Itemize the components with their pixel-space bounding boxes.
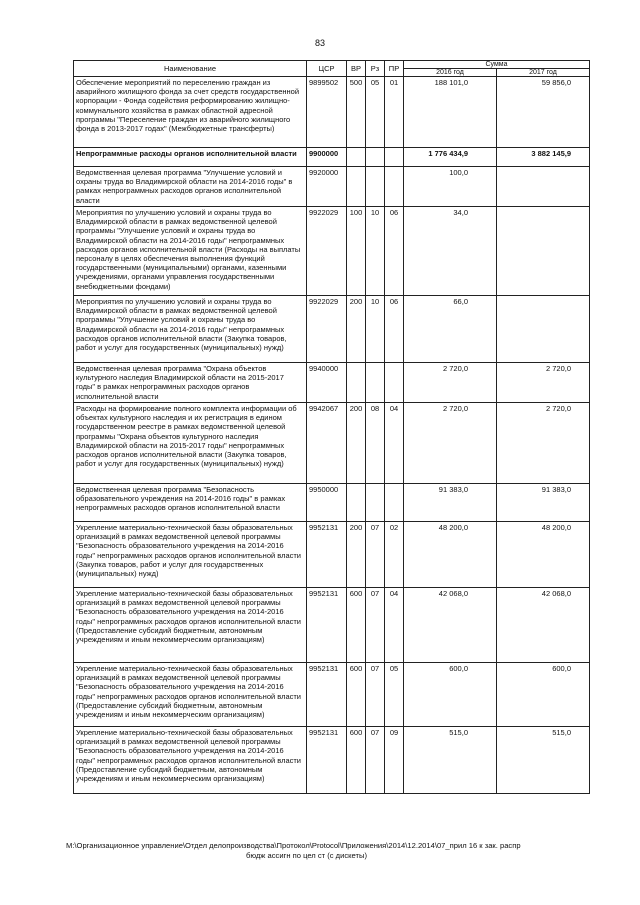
table-header <box>74 61 590 77</box>
page-number: 83 <box>314 38 325 48</box>
row-rz: 07 <box>366 522 385 588</box>
row-sum-2016: 2 720,0 <box>404 403 497 484</box>
row-sum-2017: 59 856,0 <box>497 77 590 148</box>
row-sum-2016: 1 776 434,9 <box>404 148 497 167</box>
row-sum-2017: 600,0 <box>497 663 590 727</box>
row-rz: 07 <box>366 588 385 663</box>
row-vr <box>347 148 366 167</box>
row-vr: 200 <box>347 403 366 484</box>
table-row <box>74 167 590 207</box>
row-vr <box>347 363 366 403</box>
row-pr <box>385 363 404 403</box>
row-sum-2017: 2 720,0 <box>497 363 590 403</box>
row-sum-2016: 48 200,0 <box>404 522 497 588</box>
row-sum-2017 <box>497 167 590 207</box>
row-sum-2016: 2 720,0 <box>404 363 497 403</box>
table-row <box>74 663 590 727</box>
header-name: Наименование <box>74 61 307 77</box>
row-rz <box>366 167 385 207</box>
row-sum-2016: 515,0 <box>404 727 497 794</box>
row-pr: 04 <box>385 403 404 484</box>
row-pr: 06 <box>385 207 404 296</box>
row-sum-2017: 91 383,0 <box>497 484 590 522</box>
row-csr: 9942067 <box>307 403 347 484</box>
row-sum-2016: 600,0 <box>404 663 497 727</box>
footer-line-2: бюдж ассигн по цел ст (с дискеты) <box>246 851 367 860</box>
row-rz: 07 <box>366 727 385 794</box>
row-sum-2016: 91 383,0 <box>404 484 497 522</box>
table-row <box>74 522 590 588</box>
table-row <box>74 363 590 403</box>
row-pr: 06 <box>385 296 404 363</box>
row-csr: 9952131 <box>307 727 347 794</box>
row-sum-2017: 48 200,0 <box>497 522 590 588</box>
row-sum-2016: 34,0 <box>404 207 497 296</box>
row-csr: 9922029 <box>307 296 347 363</box>
row-name: Ведомственная целевая программа "Охрана объектов культурного наследия Владимирской области на 2015-2017 годы" в рамках непрограммных расходов органов исполнительной власти <box>74 363 307 403</box>
header-2017: 2017 год <box>497 69 590 77</box>
row-name: Непрограммные расходы органов исполнительной власти <box>74 148 307 167</box>
header-2016: 2016 год <box>404 69 497 77</box>
table-row <box>74 403 590 484</box>
table-body <box>74 77 590 794</box>
header-sum: Сумма <box>404 61 590 69</box>
row-pr: 05 <box>385 663 404 727</box>
row-csr: 9950000 <box>307 484 347 522</box>
table-row <box>74 207 590 296</box>
row-name: Мероприятия по улучшению условий и охраны труда во Владимирской области в рамках ведомственной целевой программы "Улучшение условий и охраны труда во Владимирской области на 2014-2016 годы" непрограммных расходов органов исполнительной власти (Закупка товаров, работ и услуг для государственных (муниципальных) нужд) <box>74 296 307 363</box>
row-csr: 9952131 <box>307 522 347 588</box>
row-vr <box>347 167 366 207</box>
budget-table <box>73 60 590 794</box>
row-vr: 600 <box>347 663 366 727</box>
row-name: Укрепление материально-технической базы образовательных организаций в рамках ведомственной целевой программы "Безопасность образовательного учреждения на 2014-2016 годы" непрограммных расходов органов исполнительной власти (Закупка товаров, работ и услуг для государственных (муниципальных) нужд) <box>74 522 307 588</box>
row-sum-2016: 100,0 <box>404 167 497 207</box>
row-rz: 10 <box>366 207 385 296</box>
row-pr: 09 <box>385 727 404 794</box>
row-name: Обеспечение мероприятий по переселению граждан из аварийного жилищного фонда за счет средств государственной корпорации - Фонда содействия реформированию жилищно-коммунального хозяйства в рамках областной адресной программы "Переселение граждан из аварийного жилищного фонда в 2013-2017 годах" (Межбюджетные трансферты) <box>74 77 307 148</box>
row-vr: 100 <box>347 207 366 296</box>
row-name: Укрепление материально-технической базы образовательных организаций в рамках ведомственной целевой программы "Безопасность образовательного учреждения на 2014-2016 годы" непрограммных расходов органов исполнительной власти (Предоставление субсидий бюджетным, автономным учреждениям и иным некоммерческим организациям) <box>74 588 307 663</box>
row-sum-2017: 2 720,0 <box>497 403 590 484</box>
row-csr: 9900000 <box>307 148 347 167</box>
table-row <box>74 727 590 794</box>
row-vr <box>347 484 366 522</box>
table-row <box>74 148 590 167</box>
row-rz <box>366 484 385 522</box>
row-csr: 9940000 <box>307 363 347 403</box>
table-row <box>74 77 590 148</box>
file-path-footer <box>66 841 586 861</box>
row-name: Ведомственная целевая программа "Безопасность образовательного учреждения на 2014-2016 годы" в рамках непрограммных расходов органов исполнительной власти <box>74 484 307 522</box>
row-sum-2016: 42 068,0 <box>404 588 497 663</box>
row-csr: 9899502 <box>307 77 347 148</box>
row-csr: 9952131 <box>307 588 347 663</box>
table-row <box>74 296 590 363</box>
row-sum-2016: 188 101,0 <box>404 77 497 148</box>
row-pr <box>385 148 404 167</box>
row-pr: 04 <box>385 588 404 663</box>
row-csr: 9952131 <box>307 663 347 727</box>
header-rz: Рз <box>366 61 385 77</box>
row-vr: 200 <box>347 522 366 588</box>
row-name: Укрепление материально-технической базы образовательных организаций в рамках ведомственной целевой программы "Безопасность образовательного учреждения на 2014-2016 годы" непрограммных расходов органов исполнительной власти (Предоставление субсидий бюджетным, автономным учреждениям и иным некоммерческим организациям) <box>74 727 307 794</box>
row-name: Ведомственная целевая программа "Улучшение условий и охраны труда во Владимирской области на 2014-2016 годы" в рамках непрограммных расходов органов исполнительной власти <box>74 167 307 207</box>
row-sum-2017 <box>497 207 590 296</box>
row-pr <box>385 167 404 207</box>
table-row <box>74 588 590 663</box>
row-rz <box>366 363 385 403</box>
row-rz: 07 <box>366 663 385 727</box>
footer-line-1: М:\Организационное управление\Отдел делопроизводства\Протокол\Protocol\Приложения\2014\12.2014\07_прил 16 к зак. распр <box>66 841 521 850</box>
row-vr: 200 <box>347 296 366 363</box>
row-rz <box>366 148 385 167</box>
row-sum-2017 <box>497 296 590 363</box>
row-pr: 02 <box>385 522 404 588</box>
row-rz: 10 <box>366 296 385 363</box>
row-vr: 600 <box>347 727 366 794</box>
row-name: Расходы на формирование полного комплекта информации об объектах культурного наследия и их регистрация в едином государственном реестре в рамках ведомственной целевой программы "Охрана объектов культурного наследия Владимирской области на 2015-2017 годы" непрограммных расходов органов исполнительной власти (Закупка товаров, работ и услуг для государственных (муниципальных) нужд) <box>74 403 307 484</box>
row-sum-2017: 42 068,0 <box>497 588 590 663</box>
row-pr: 01 <box>385 77 404 148</box>
header-csr: ЦСР <box>307 61 347 77</box>
row-pr <box>385 484 404 522</box>
row-name: Укрепление материально-технической базы образовательных организаций в рамках ведомственной целевой программы "Безопасность образовательного учреждения на 2014-2016 годы" непрограммных расходов органов исполнительной власти (Предоставление субсидий бюджетным, автономным учреждениям и иным некоммерческим организациям) <box>74 663 307 727</box>
row-vr: 500 <box>347 77 366 148</box>
row-sum-2017: 3 882 145,9 <box>497 148 590 167</box>
row-sum-2016: 66,0 <box>404 296 497 363</box>
row-rz: 05 <box>366 77 385 148</box>
row-name: Мероприятия по улучшению условий и охраны труда во Владимирской области в рамках ведомственной целевой программы "Улучшение условий и охраны труда во Владимирской области на 2014-2016 годы" непрограммных расходов органов исполнительной власти (Расходы на выплаты персоналу в целях обеспечения выполнения функций государственными (муниципальными) органами, казенными учреждениями, органами управления государственными внебюджетными фондами) <box>74 207 307 296</box>
row-csr: 9920000 <box>307 167 347 207</box>
row-vr: 600 <box>347 588 366 663</box>
header-pr: ПР <box>385 61 404 77</box>
header-vr: ВР <box>347 61 366 77</box>
row-rz: 08 <box>366 403 385 484</box>
row-sum-2017: 515,0 <box>497 727 590 794</box>
row-csr: 9922029 <box>307 207 347 296</box>
table-row <box>74 484 590 522</box>
